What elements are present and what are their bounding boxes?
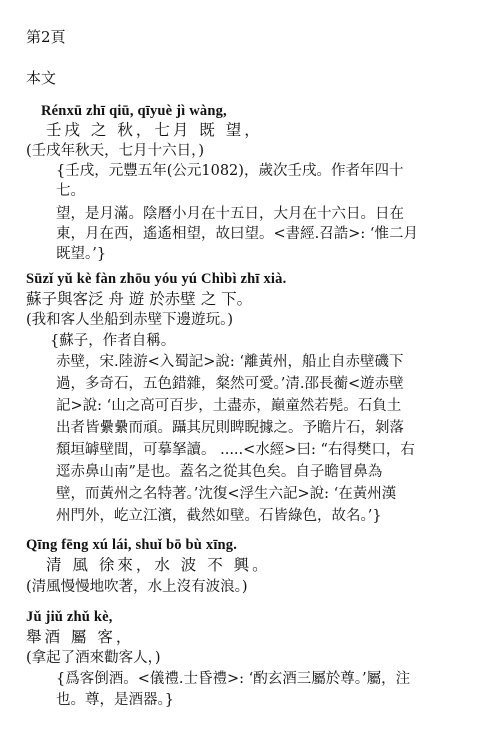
- note-line: 既望。’}: [56, 246, 107, 262]
- section-title: 本文: [26, 69, 57, 87]
- note-line: 也。尊，是酒器。}: [56, 692, 174, 708]
- note-line: {爲客倒酒。<儀禮.士昏禮>: ‘酌玄酒三屬於尊。’屬，注: [56, 671, 411, 687]
- note-line: 州門外，屹立江濱，截然如壁。石皆綠色，故名。’}: [56, 508, 382, 524]
- note-line: 出者皆纍纍而頑。躡其尻則睥睨據之。予瞻片石，剝落: [56, 420, 404, 436]
- note-line: 望，是月滿。陰曆小月在十五日，大月在十六日。日在: [56, 206, 404, 222]
- translation-line: (壬戌年秋天，七月十六日，): [26, 143, 205, 159]
- chinese-line: 蘇子與客泛 舟 遊 於赤壁 之 下。: [26, 290, 253, 308]
- note-line: 壁，而黃州之名特著。’沈復<浮生六記>說: ‘在黃州漢: [56, 486, 397, 502]
- note-line: 過，多奇石，五色錯雜，粲然可愛。’清.邵長蘅<遊赤壁: [56, 376, 404, 392]
- note-line: {蘇子，作者自稱。: [50, 333, 176, 349]
- translation-line: (我和客人坐船到赤壁下邊遊玩。): [26, 312, 234, 328]
- chinese-line: 壬戌 之 秋，七月 既 望，: [46, 121, 263, 139]
- chinese-line: 舉酒 屬 客，: [26, 628, 135, 646]
- note-line: 東，月在西，遙遙相望，故曰望。<書經.召誥>: ‘惟二月: [56, 226, 419, 242]
- note-line: {壬戌，元豐五年(公元1082)，歲次壬戌。作者年四十: [56, 163, 404, 179]
- note-line: 赤壁，宋.陸游<入蜀記>說: ‘離黃州，船止自赤壁磯下: [56, 354, 404, 370]
- note-line: 頹垣罅壁間，可摹拏讀。 .....<水經>曰: “右得樊口，右: [56, 442, 415, 458]
- note-line: 逕赤鼻山南”是也。蓋名之從其色矣。自子瞻冒鼻為: [56, 464, 383, 480]
- translation-line: (拿起了酒來勸客人，): [26, 650, 161, 666]
- page-label: 第2頁: [26, 28, 66, 46]
- chinese-line: 清 風 徐來，水 波 不 興。: [46, 556, 271, 574]
- pinyin-line: Jǔ jiǔ zhǔ kè,: [26, 609, 113, 625]
- note-line: 記>說: ‘山之高可百步，土盡赤，巔童然若髡。石負土: [56, 398, 402, 414]
- pinyin-line: Sūzǐ yǔ kè fàn zhōu yóu yú Chìbì zhī xià.: [26, 271, 287, 287]
- pinyin-line: Qīng fēng xú lái, shuǐ bō bù xīng.: [26, 537, 238, 553]
- translation-line: (清風慢慢地吹著，水上沒有波浪。): [26, 579, 248, 595]
- note-line: 七。: [56, 183, 85, 199]
- pinyin-line: Rénxū zhī qiū, qīyuè jì wàng,: [41, 103, 227, 119]
